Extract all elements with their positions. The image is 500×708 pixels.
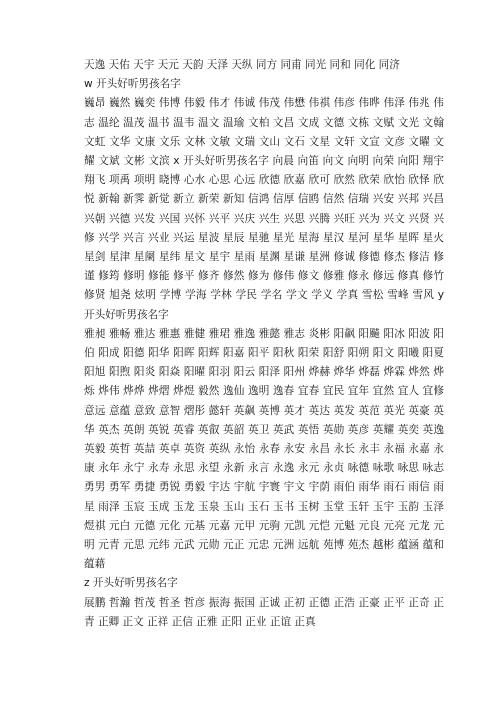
names-paragraph-w-x: 巍昂 巍然 巍奕 伟博 伟毅 伟才 伟诚 伟茂 伟懋 伟祺 伟彦 伟晔 伟泽 伟兆 伟志 温纶 温茂 温书 温韦 温文 温瑜 文柏 文昌 文成 文德 文栋 文赋 文光 文翰 文虹 文华 文康 文乐 文林 文敏 文瑞 文山 文石 文星 文轩 文宣 文彦 文曜 文耀 文斌 文彬 文滨 x 开头好听男孩名字 向晨 向笛 向文 向明 向荣 向阳 翔宇 翔飞 项禹 项明 晓博 心水 心思 心远 欣德 欣嘉 欣可 欣然 欣荣 欣怡 欣怿 欣悦 新翰 新霁 新觉 新立 新荣 新知 信鸿 信厚 信鸥 信然 信瑞 兴安 兴邦 兴昌 兴朝 兴德 兴发 兴国 兴怀 兴平 兴庆 兴生 兴思 兴腾 兴旺 兴为 兴文 兴贤 兴修 兴学 兴言 兴业 兴运 星波 星辰 星驰 星光 星海 星汉 星河 星华 星晖 星火 星剑 星津 星阑 星纬 星文 星宇 星雨 星渊 星谦 星洲 修诚 修德 修杰 修洁 修谨 修筠 修明 修能 修平 修齐 修然 修为 修伟 修文 修雅 修永 修远 修真 修竹 修贤 旭尧 炫明 学博 学海 学林 学民 学名 学文 学义 学真 雪松 雪峰 雪风 y 开头好听男孩名字	[84, 97, 444, 321]
names-paragraph-t: 天逸 天佑 天宇 天元 天韵 天泽 天纵 同方 同甫 同光 同和 同化 同济	[84, 59, 400, 71]
names-paragraph-z: 展鹏 哲瀚 哲茂 哲圣 哲彦 振海 振国 正诚 正初 正德 正浩 正豪 正平 正奇 正青 正卿 正文 正祥 正信 正雅 正阳 正业 正谊 正真	[84, 596, 444, 628]
names-paragraph-y: 雅昶 雅畅 雅达 雅惠 雅健 雅珺 雅逸 雅懿 雅志 炎彬 阳飙 阳飇 阳冰 阳波 阳伯 阳成 阳德 阳华 阳晖 阳辉 阳嘉 阳平 阳秋 阳荣 阳舒 阳朔 阳文 阳曦 阳夏 阳旭 阳煦 阳炎 阳焱 阳曜 阳羽 阳云 阳泽 阳州 烨赫 烨华 烨磊 烨霖 烨然 烨烁 烨伟 烨烨 烨熠 烨煜 毅然 逸仙 逸明 逸春 宜春 宜民 宜年 宜然 宜人 宜修 意远 意蕴 意致 意智 熠彤 懿轩 英飙 英博 英才 英达 英发 英范 英光 英豪 英华 英杰 英朗 英锐 英睿 英叡 英韶 英卫 英武 英悟 英勋 英彦 英耀 英奕 英逸 英毅 英哲 英喆 英卓 英资 英纵 永怡 永春 永安 永昌 永长 永丰 永福 永嘉 永康 永年 永宁 永寿 永思 永望 永新 永言 永逸 永元 永贞 咏德 咏歌 咏思 咏志 勇男 勇军 勇捷 勇锐 勇毅 宇达 宇航 宇寰 宇文 宇荫 雨伯 雨华 雨石 雨信 雨星 雨泽 玉宸 玉成 玉龙 玉泉 玉山 玉石 玉书 玉树 玉堂 玉轩 玉宇 玉韵 玉泽 煜祺 元白 元德 元化 元基 元嘉 元甲 元驹 元凯 元恺 元魁 元良 元亮 元龙 元明 元青 元思 元纬 元武 元勋 元正 元忠 元洲 远航 苑博 苑杰 越彬 蕴涵 蕴和 蕴藉	[84, 327, 444, 571]
name-list-document	[84, 56, 444, 632]
heading-w-names: w 开头好听男孩名字	[84, 78, 181, 91]
heading-z-names: z 开头好听男孩名字	[84, 577, 178, 590]
